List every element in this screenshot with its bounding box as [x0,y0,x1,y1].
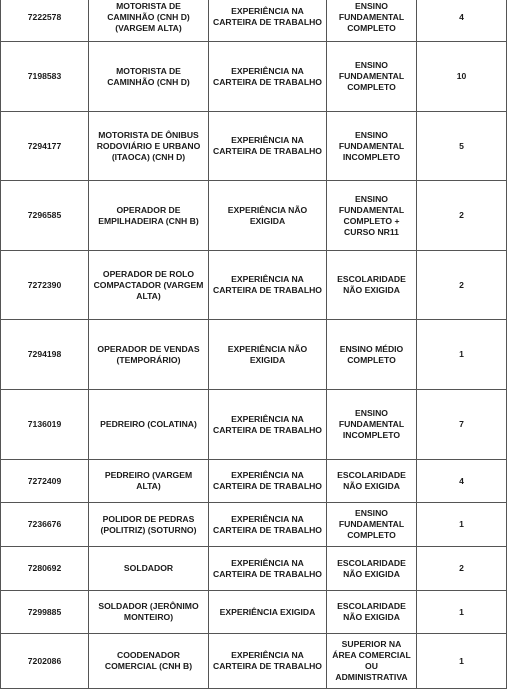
experience-requirement-cell: EXPERIÊNCIA NA CARTEIRA DE TRABALHO [209,634,327,689]
education-requirement-cell: ESCOLARIDADE NÃO EXIGIDA [327,251,417,320]
education-requirement-cell: ENSINO FUNDAMENTAL COMPLETO [327,42,417,112]
vacancy-count-cell: 1 [417,320,507,390]
job-code-cell: 7202086 [1,634,89,689]
education-requirement-cell: ESCOLARIDADE NÃO EXIGIDA [327,547,417,591]
experience-requirement-cell: EXPERIÊNCIA NÃO EXIGIDA [209,320,327,390]
vacancy-count-cell: 2 [417,251,507,320]
vacancy-count-cell: 2 [417,181,507,251]
table-row [1,634,507,689]
experience-requirement-cell: EXPERIÊNCIA NA CARTEIRA DE TRABALHO [209,460,327,503]
education-requirement-cell: ESCOLARIDADE NÃO EXIGIDA [327,460,417,503]
table-row [1,251,507,320]
education-requirement-cell: ENSINO FUNDAMENTAL INCOMPLETO [327,390,417,460]
experience-requirement-cell: EXPERIÊNCIA NA CARTEIRA DE TRABALHO [209,547,327,591]
job-title-cell: COODENADOR COMERCIAL (CNH B) [89,634,209,689]
job-title-cell: OPERADOR DE VENDAS (TEMPORÁRIO) [89,320,209,390]
table-row [1,547,507,591]
experience-requirement-cell: EXPERIÊNCIA NA CARTEIRA DE TRABALHO [209,390,327,460]
job-code-cell: 7272409 [1,460,89,503]
job-title-cell: POLIDOR DE PEDRAS (POLITRIZ) (SOTURNO) [89,503,209,547]
table-row [1,320,507,390]
job-title-cell: MOTORISTA DE CAMINHÃO (CNH D) (VARGEM ALTA) [89,0,209,42]
job-code-cell: 7236676 [1,503,89,547]
table-row [1,42,507,112]
job-title-cell: SOLDADOR (JERÔNIMO MONTEIRO) [89,591,209,634]
vacancy-count-cell: 7 [417,390,507,460]
job-title-cell: SOLDADOR [89,547,209,591]
job-code-cell: 7294198 [1,320,89,390]
experience-requirement-cell: EXPERIÊNCIA NA CARTEIRA DE TRABALHO [209,42,327,112]
vacancy-count-cell: 5 [417,112,507,181]
experience-requirement-cell: EXPERIÊNCIA EXIGIDA [209,591,327,634]
job-code-cell: 7198583 [1,42,89,112]
job-code-cell: 7294177 [1,112,89,181]
table-row [1,390,507,460]
vacancy-count-cell: 1 [417,591,507,634]
vacancy-count-cell: 1 [417,503,507,547]
experience-requirement-cell: EXPERIÊNCIA NA CARTEIRA DE TRABALHO [209,503,327,547]
job-code-cell: 7299885 [1,591,89,634]
job-code-cell: 7136019 [1,390,89,460]
job-title-cell: OPERADOR DE EMPILHADEIRA (CNH B) [89,181,209,251]
vacancy-count-cell: 4 [417,460,507,503]
education-requirement-cell: SUPERIOR NA ÁREA COMERCIAL OU ADMINISTRATIVA [327,634,417,689]
job-title-cell: PEDREIRO (COLATINA) [89,390,209,460]
table-row [1,181,507,251]
job-code-cell: 7272390 [1,251,89,320]
education-requirement-cell: ENSINO FUNDAMENTAL COMPLETO [327,503,417,547]
table-row [1,112,507,181]
education-requirement-cell: ENSINO MÉDIO COMPLETO [327,320,417,390]
vacancy-count-cell: 1 [417,634,507,689]
education-requirement-cell: ENSINO FUNDAMENTAL INCOMPLETO [327,112,417,181]
job-code-cell: 7222578 [1,0,89,42]
experience-requirement-cell: EXPERIÊNCIA NÃO EXIGIDA [209,181,327,251]
education-requirement-cell: ENSINO FUNDAMENTAL COMPLETO + CURSO NR11 [327,181,417,251]
vacancy-count-cell: 10 [417,42,507,112]
table-row [1,0,507,42]
education-requirement-cell: ENSINO FUNDAMENTAL COMPLETO [327,0,417,42]
table-row [1,503,507,547]
education-requirement-cell: ESCOLARIDADE NÃO EXIGIDA [327,591,417,634]
job-code-cell: 7280692 [1,547,89,591]
experience-requirement-cell: EXPERIÊNCIA NA CARTEIRA DE TRABALHO [209,112,327,181]
job-title-cell: PEDREIRO (VARGEM ALTA) [89,460,209,503]
vacancy-count-cell: 4 [417,0,507,42]
experience-requirement-cell: EXPERIÊNCIA NA CARTEIRA DE TRABALHO [209,251,327,320]
table-row [1,591,507,634]
experience-requirement-cell: EXPERIÊNCIA NA CARTEIRA DE TRABALHO [209,0,327,42]
table-row [1,460,507,503]
job-title-cell: OPERADOR DE ROLO COMPACTADOR (VARGEM ALTA) [89,251,209,320]
job-code-cell: 7296585 [1,181,89,251]
vacancy-count-cell: 2 [417,547,507,591]
job-title-cell: MOTORISTA DE CAMINHÃO (CNH D) [89,42,209,112]
job-title-cell: MOTORISTA DE ÔNIBUS RODOVIÁRIO E URBANO (ITAOCA) (CNH D) [89,112,209,181]
